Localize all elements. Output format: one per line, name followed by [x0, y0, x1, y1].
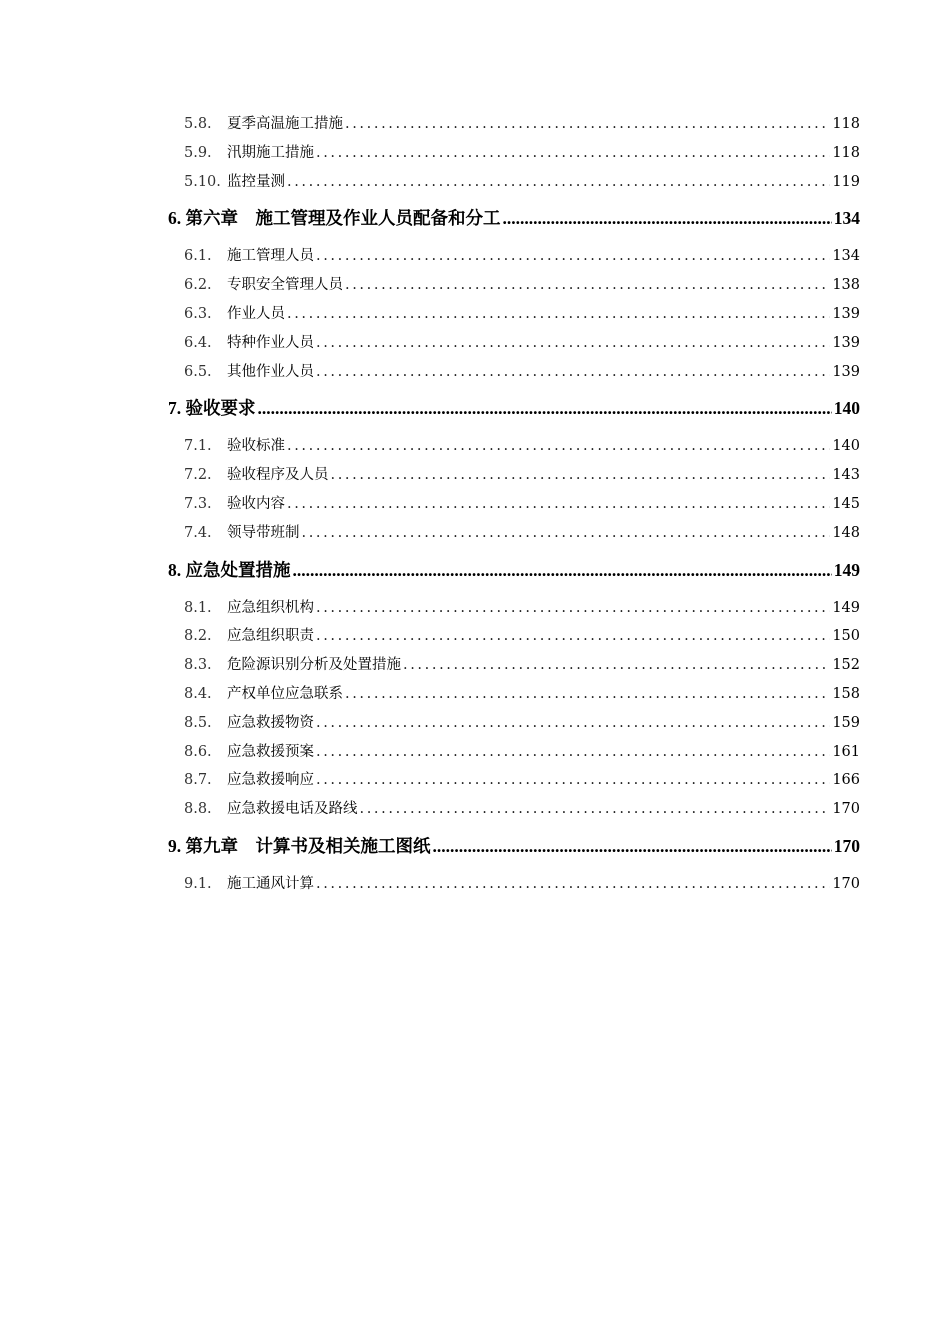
toc-page-number: 138 [832, 277, 860, 294]
toc-dot-leader [316, 139, 830, 168]
toc-dot-leader [316, 358, 830, 387]
toc-section-entry[interactable] [168, 168, 860, 197]
toc-entry-number: 6.1. [184, 248, 212, 265]
toc-page-number: 150 [832, 628, 860, 645]
toc-section-entry[interactable] [168, 519, 860, 548]
toc-dot-leader [403, 651, 830, 680]
toc-dot-leader [293, 551, 832, 590]
toc-page-number: 170 [832, 875, 860, 892]
toc-entry-number: 6. [168, 208, 182, 229]
toc-page-number: 139 [832, 305, 860, 322]
toc-entry-title: 验收程序及人员 [227, 467, 329, 484]
toc-entry-title: 夏季高温施工措施 [227, 116, 343, 132]
toc-entry-title: 其他作业人员 [227, 363, 314, 380]
toc-entry-title: 施工通风计算 [227, 875, 314, 892]
toc-page-number: 140 [832, 438, 860, 455]
toc-chapter-entry[interactable] [168, 199, 860, 238]
toc-entry-title: 特种作业人员 [227, 334, 314, 351]
toc-dot-leader [503, 199, 832, 238]
toc-page-number: 134 [833, 208, 860, 229]
toc-entry-number: 8.2. [184, 628, 212, 645]
toc-entry-title: 应急组织职责 [227, 628, 314, 645]
toc-dot-leader [258, 389, 832, 428]
toc-entry-title: 第六章 施工管理及作业人员配备和分工 [185, 208, 501, 229]
toc-page-number: 149 [832, 599, 860, 616]
toc-page-number: 118 [832, 144, 860, 161]
toc-chapter-entry[interactable] [168, 551, 860, 590]
toc-entry-title: 第九章 计算书及相关施工图纸 [185, 835, 431, 856]
toc-entry-number: 8.3. [184, 657, 212, 674]
toc-entry-title: 汛期施工措施 [227, 144, 314, 161]
toc-entry-title: 验收标准 [227, 438, 285, 455]
toc-entry-title: 应急救援电话及路线 [227, 801, 358, 818]
toc-section-entry[interactable] [168, 680, 860, 709]
toc-dot-leader [316, 870, 830, 899]
toc-section-entry[interactable] [168, 795, 860, 824]
toc-page-number: 158 [832, 685, 860, 702]
toc-entry-number: 8.7. [184, 772, 212, 789]
toc-section-entry[interactable] [168, 870, 860, 899]
toc-section-entry[interactable] [168, 432, 860, 461]
toc-entry-title: 危险源识别分析及处置措施 [227, 657, 401, 674]
toc-entry-number: 9.1. [184, 875, 212, 892]
toc-entry-number: 7.2. [184, 467, 212, 484]
toc-dot-leader [331, 461, 831, 490]
toc-dot-leader [345, 271, 830, 300]
toc-entry-number: 5.8. [184, 116, 212, 132]
toc-dot-leader [316, 622, 830, 651]
toc-entry-title: 应急救援预案 [227, 743, 314, 760]
toc-section-entry[interactable] [168, 329, 860, 358]
toc-entry-number: 7.4. [184, 524, 212, 541]
toc-page-number: 140 [833, 398, 860, 419]
toc-section-entry[interactable] [168, 738, 860, 767]
toc-entry-number: 9. [168, 835, 182, 856]
table-of-contents [168, 110, 860, 899]
toc-dot-leader [287, 300, 830, 329]
toc-entry-number: 6.3. [184, 305, 212, 322]
toc-entry-number: 5.10. [184, 173, 221, 190]
toc-chapter-entry[interactable] [168, 827, 860, 866]
toc-page-number: 161 [832, 743, 860, 760]
toc-section-entry[interactable] [168, 242, 860, 271]
toc-entry-title: 应急组织机构 [227, 599, 314, 616]
toc-dot-leader [345, 680, 830, 709]
toc-entry-number: 8. [168, 559, 182, 580]
toc-page-number: 145 [832, 495, 860, 512]
toc-section-entry[interactable] [168, 461, 860, 490]
toc-page-number: 119 [832, 173, 860, 190]
toc-page-number: 148 [832, 524, 860, 541]
toc-page-number: 159 [832, 714, 860, 731]
toc-entry-number: 8.1. [184, 599, 212, 616]
toc-entry-title: 专职安全管理人员 [227, 277, 343, 294]
toc-entry-number: 7.1. [184, 438, 212, 455]
toc-entry-title: 施工管理人员 [227, 248, 314, 265]
toc-entry-title: 应急处置措施 [185, 559, 291, 580]
toc-chapter-entry[interactable] [168, 389, 860, 428]
toc-dot-leader [316, 594, 830, 623]
toc-entry-number: 8.5. [184, 714, 212, 731]
toc-section-entry[interactable] [168, 490, 860, 519]
toc-entry-number: 8.8. [184, 801, 212, 818]
toc-page-number: 134 [832, 248, 860, 265]
toc-dot-leader [287, 432, 830, 461]
toc-page-number: 166 [832, 772, 860, 789]
toc-entry-title: 产权单位应急联系 [227, 685, 343, 702]
toc-dot-leader [316, 766, 830, 795]
toc-dot-leader [287, 490, 830, 519]
toc-dot-leader [302, 519, 831, 548]
toc-page-number: 149 [833, 559, 860, 580]
toc-section-entry[interactable] [168, 358, 860, 387]
toc-dot-leader [433, 827, 832, 866]
toc-section-entry[interactable] [168, 271, 860, 300]
toc-dot-leader [345, 110, 830, 139]
toc-dot-leader [316, 709, 830, 738]
toc-page-number: 170 [832, 801, 860, 818]
toc-dot-leader [287, 168, 830, 197]
toc-page-number: 118 [832, 116, 860, 132]
toc-entry-number: 5.9. [184, 144, 212, 161]
toc-page-number: 139 [832, 334, 860, 351]
toc-entry-title: 验收要求 [185, 398, 256, 419]
toc-dot-leader [316, 242, 830, 271]
toc-entry-number: 8.6. [184, 743, 212, 760]
toc-dot-leader [316, 329, 830, 358]
toc-section-entry[interactable] [168, 709, 860, 738]
toc-section-entry[interactable] [168, 766, 860, 795]
toc-section-entry[interactable] [168, 300, 860, 329]
toc-entry-number: 7.3. [184, 495, 212, 512]
toc-section-entry[interactable] [168, 139, 860, 168]
toc-page-number: 152 [832, 657, 860, 674]
toc-section-entry[interactable] [168, 622, 860, 651]
toc-section-entry[interactable] [168, 594, 860, 623]
toc-dot-leader [360, 795, 831, 824]
toc-entry-number: 6.4. [184, 334, 212, 351]
toc-entry-title: 验收内容 [227, 495, 285, 512]
toc-entry-title: 应急救援物资 [227, 714, 314, 731]
toc-dot-leader [316, 738, 830, 767]
toc-entry-number: 6.2. [184, 277, 212, 294]
toc-section-entry[interactable] [168, 110, 860, 139]
toc-entry-title: 监控量测 [227, 173, 285, 190]
toc-page-number: 170 [833, 835, 860, 856]
toc-entry-number: 8.4. [184, 685, 212, 702]
toc-page-number: 139 [832, 363, 860, 380]
toc-entry-title: 作业人员 [227, 305, 285, 322]
toc-section-entry[interactable] [168, 651, 860, 680]
toc-entry-number: 6.5. [184, 363, 212, 380]
toc-entry-number: 7. [168, 398, 182, 419]
toc-page-number: 143 [832, 467, 860, 484]
toc-entry-title: 应急救援响应 [227, 772, 314, 789]
toc-entry-title: 领导带班制 [227, 524, 300, 541]
